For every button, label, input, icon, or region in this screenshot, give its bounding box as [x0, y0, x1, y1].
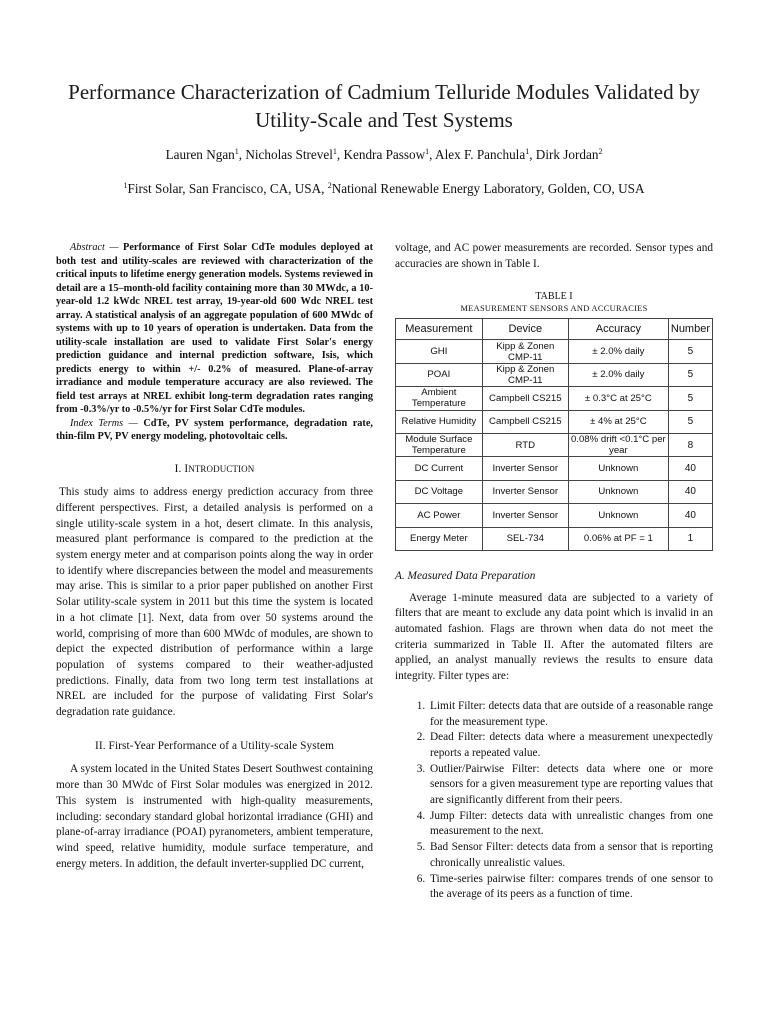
column-header: Device	[482, 319, 568, 340]
table-cell: GHI	[396, 340, 483, 363]
author: Kendra Passow$^1$	[343, 147, 430, 162]
list-item: 2. Dead Filter: detects data where a measurement unexpectedly reports a repeated value.	[428, 730, 713, 761]
section-heading-introduction: I. INTRODUCTION	[174, 462, 255, 475]
table-row	[396, 480, 713, 503]
data-preparation-paragraph: Average 1-minute measured data are subjected to a variety of filters that are meant to exclude any data point which is invalid in an automated fashion. Flags are thrown when data do not meet the criteria summarized in Table II. After the automated filters are applied, an analyst manually reviews the results to ensure data integrity. Filter types are:	[395, 591, 713, 683]
affiliations	[40, 180, 728, 198]
table-cell: Kipp & Zonen CMP-11	[482, 363, 568, 386]
sensor-table	[395, 318, 713, 551]
list-item: 6. Time-series pairwise filter: compares trends of one sensor to the average of its peers as a function of time.	[428, 872, 713, 903]
abstract: Abstract — Performance of First Solar CdTe modules deployed at both test and utility-scales are reviewed with characterization of the critical inputs to lifetime energy generation models. Systems reviewed in detail are a 15–month-old facility containing more than 30 MWdc, a 10-year-old 1.2 kWdc NREL test array, 19-year-old 600 Wdc NREL test array. A statistical analysis of an aggregate population of 600 MWdc of systems with up to 10 years of operation is undertaken. Data from the utility-scale installation are used to validate First Solar's energy prediction guidance and internal prediction software, Isis, which predicts energy to within +/- 0.2% of measured. Plane-of-array irradiance and module temperature accuracy are also reviewed. The field test arrays at NREL exhibit long-term degradation rates ranging from -0.3%/yr to -0.5%/yr for First Solar CdTe modules.	[56, 242, 373, 415]
affiliation: $^1$First Solar, San Francisco, CA, USA,	[123, 181, 328, 196]
list-item: 3. Outlier/Pairwise Filter: detects data where one or more sensors for a given measurement type are reporting values that are significantly different from their peers.	[428, 762, 713, 809]
table-row	[396, 527, 713, 550]
table-cell: 40	[668, 457, 712, 480]
table-cell: ± 2.0% daily	[568, 340, 668, 363]
table-row	[396, 410, 713, 433]
table-cell: Kipp & Zonen CMP-11	[482, 340, 568, 363]
table-row	[396, 504, 713, 527]
table-cell: Inverter Sensor	[482, 504, 568, 527]
table-caption: MEASUREMENT SENSORS AND ACCURACIES	[460, 304, 648, 314]
table-cell: 40	[668, 504, 712, 527]
table-cell: Unknown	[568, 480, 668, 503]
table-cell: 5	[668, 410, 712, 433]
subsection-heading-data-preparation: A. Measured Data Preparation	[395, 569, 536, 582]
author: Nicholas Strevel$^1$	[245, 147, 337, 162]
table-cell: Campbell CS215	[482, 410, 568, 433]
list-item: 5. Bad Sensor Filter: detects data from a sensor that is reporting chronically unrealistic values.	[428, 840, 713, 871]
table-cell: 5	[668, 363, 712, 386]
sensor-intro-paragraph: voltage, and AC power measurements are recorded. Sensor types and accuracies are shown in Table I.	[395, 242, 713, 270]
column-header: Accuracy	[568, 319, 668, 340]
table-cell: 0.08% drift <0.1°C per year	[568, 433, 668, 456]
table-cell: Unknown	[568, 457, 668, 480]
table-row	[396, 457, 713, 480]
table-cell: ± 2.0% daily	[568, 363, 668, 386]
list-item: 1. Limit Filter: detects data that are outside of a reasonable range for the measurement type.	[428, 699, 713, 730]
table-row	[396, 387, 713, 410]
left-column	[56, 241, 373, 872]
affiliation: $^2$National Renewable Energy Laboratory, Golden, CO, USA	[327, 181, 645, 196]
table-cell: 1	[668, 527, 712, 550]
table-cell: DC Current	[396, 457, 483, 480]
table-cell: Unknown	[568, 504, 668, 527]
author: Lauren Ngan$^1$	[165, 147, 239, 162]
table-row	[396, 363, 713, 386]
table-cell: SEL-734	[482, 527, 568, 550]
table-cell: Energy Meter	[396, 527, 483, 550]
table-cell: RTD	[482, 433, 568, 456]
first-year-paragraph: A system located in the United States Desert Southwest containing more than 30 MWdc of First Solar modules was energized in 2012. This system is instrumented with high-quality measurements, including: secondary standard global horizontal irradiance (GHI) and plane-of-array irradiance (POAI) pyranometers, ambient temperature, wind speed, relative humidity, module surface temperature, and energy meters. In addition, the default inverter-supplied DC current,	[56, 763, 373, 870]
column-header: Number	[668, 319, 712, 340]
paper-title: Performance Characterization of Cadmium Telluride Modules Validated by Utility-Scale and Test Systems	[68, 80, 700, 132]
table-cell: Ambient Temperature	[396, 387, 483, 410]
table-cell: ± 0.3°C at 25°C	[568, 387, 668, 410]
table-cell: ± 4% at 25°C	[568, 410, 668, 433]
introduction-paragraph: This study aims to address energy prediction accuracy from three different perspectives. First, a detailed analysis is performed on a single utility-scale system in a hot, desert climate. In this analysis, measured plant performance is compared to the prediction at the system energy meter and at comparison points along the way in order to identify where discrepancies between the model and measurements may arise. This is similar to a prior paper published on another First Solar utility-scale system in 2011 but this time the system is located in a hot climate [1]. Next, data from over 50 systems around the world, comprising of more than 600 MWdc of modules, are shown to depict the expected distribution of performance within a large population of systems compared to their weather-adjusted predictions. Finally, data from two long term test installations at NREL are included for the purpose of validating First Solar's degradation rate guidance.	[56, 486, 373, 719]
table-cell: 5	[668, 340, 712, 363]
table-number: TABLE I	[535, 291, 573, 303]
right-column	[395, 241, 713, 903]
table-cell: Campbell CS215	[482, 387, 568, 410]
table-cell: Inverter Sensor	[482, 457, 568, 480]
index-terms: Index Terms — CdTe, PV system performance, degradation rate, thin-film PV, PV energy modeling, photovoltaic cells.	[56, 417, 374, 442]
table-cell: 40	[668, 480, 712, 503]
author: Dirk Jordan$^2$	[535, 147, 603, 162]
column-header: Measurement	[396, 319, 483, 340]
author-list: Lauren Ngan$^1$, Nicholas Strevel$^1$, Kendra Passow$^1$, Alex F. Panchula$^1$, Dirk Jordan$^2$	[165, 147, 603, 162]
table-cell: DC Voltage	[396, 480, 483, 503]
author: Alex F. Panchula$^1$	[435, 147, 530, 162]
section-heading-first-year: II. First-Year Performance of a Utility-scale System	[94, 739, 335, 752]
table-cell: Module Surface Temperature	[396, 433, 483, 456]
table-cell: Inverter Sensor	[482, 480, 568, 503]
table-cell: AC Power	[396, 504, 483, 527]
list-item: 4. Jump Filter: detects data with unrealistic changes from one measurement to the next.	[428, 809, 713, 840]
table-cell: 5	[668, 387, 712, 410]
table-row	[396, 433, 713, 456]
table-cell: 8	[668, 433, 712, 456]
table-header-row	[396, 319, 713, 340]
table-cell: 0.06% at PF = 1	[568, 527, 668, 550]
table-cell: POAI	[396, 363, 483, 386]
table-row	[396, 340, 713, 363]
table-cell: Relative Humidity	[396, 410, 483, 433]
filter-list	[395, 699, 713, 903]
